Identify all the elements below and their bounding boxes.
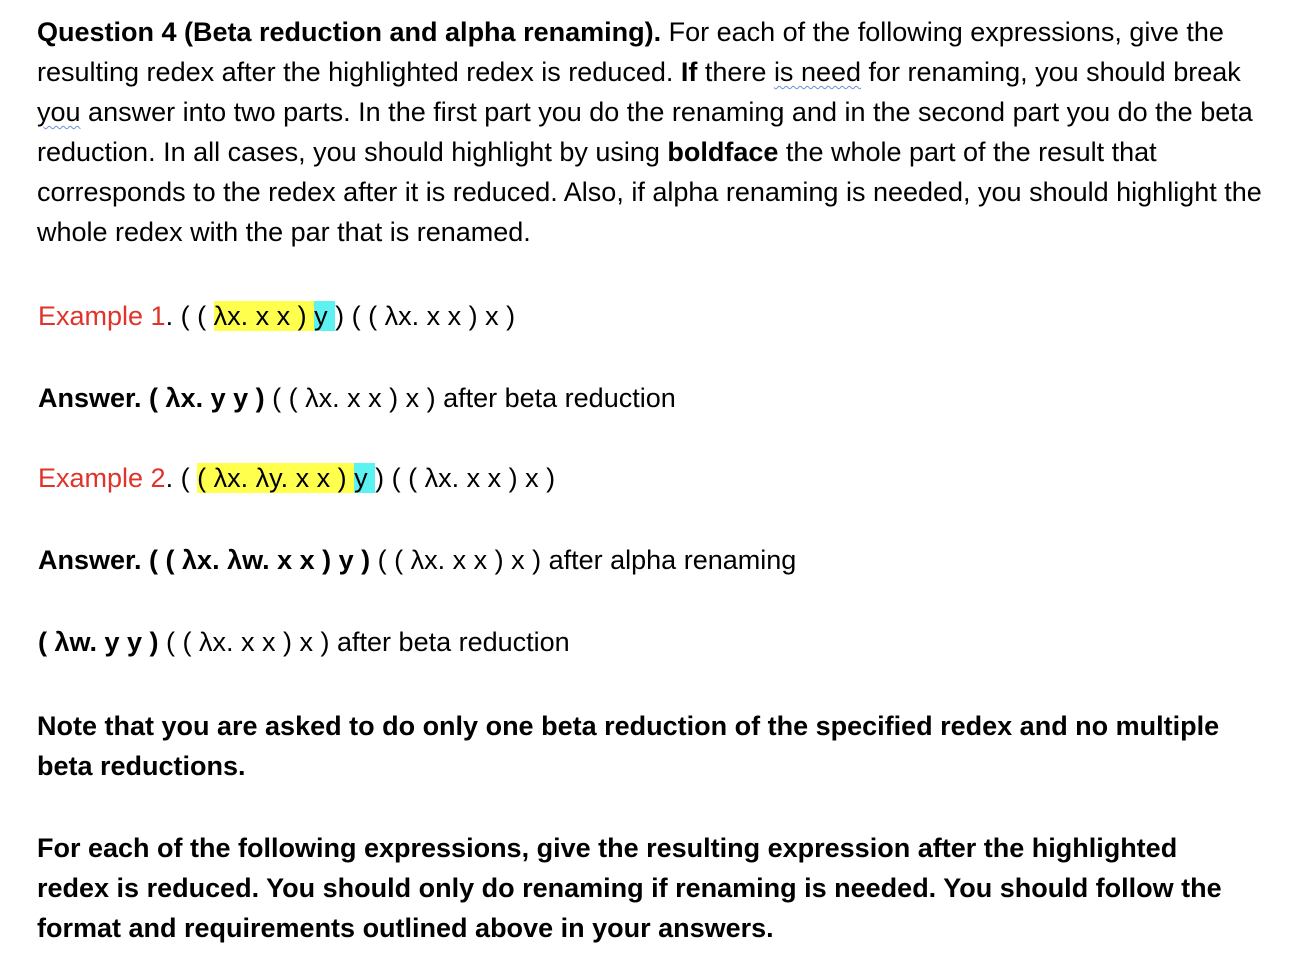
highlighted-function: ( λx. λy. x x ) bbox=[197, 463, 355, 493]
spellcheck-marked-text: you bbox=[37, 97, 81, 127]
example-1: Example 1. ( ( λx. x x ) y ) ( ( λx. x x ) x ) bbox=[38, 301, 516, 331]
highlighted-argument: y bbox=[314, 301, 336, 331]
answer-2-renaming: Answer. ( ( λx. λw. x x ) y ) ( ( λx. x x ) x ) after alpha renaming bbox=[38, 545, 797, 575]
note-paragraph: Note that you are asked to do only one beta reduction of the specified redex and no multiple beta reductions. bbox=[37, 711, 1220, 781]
answer-2-reduction: ( λw. y y ) ( ( λx. x x ) x ) after beta reduction bbox=[38, 627, 570, 657]
instructions-paragraph: For each of the following expressions, give the resulting expression after the highlighted redex is reduced. You should only do renaming if renaming is needed. You should follow the format and requirements outlined above in your answers. bbox=[37, 833, 1222, 943]
highlighted-function: λx. x x ) bbox=[213, 301, 315, 331]
spellcheck-marked-text: is need bbox=[773, 57, 862, 87]
question-heading: Question 4 (Beta reduction and alpha renaming). bbox=[37, 17, 662, 47]
answer-1-label: Answer. bbox=[38, 383, 142, 413]
highlighted-argument: y bbox=[354, 463, 376, 493]
example-2-label: Example 2 bbox=[38, 463, 166, 493]
example-1-label: Example 1 bbox=[38, 301, 166, 331]
answer-2-label: Answer. bbox=[38, 545, 142, 575]
question-intro: Question 4 (Beta reduction and alpha renaming). For each of the following expressions, give the resulting redex after the highlighted redex is reduced. If there is need for renaming, you should break you answer into two parts. In the first part you do the renaming and in the second part you do the beta reduction. In all cases, you should highlight by using boldface the whole part of the result that corresponds to the redex after it is reduced. Also, if alpha renaming is needed, you should highlight the whole redex with the par that is renamed. bbox=[37, 17, 1262, 247]
example-2: Example 2. ( ( λx. λy. x x ) y ) ( ( λx. x x ) x ) bbox=[38, 463, 556, 493]
answer-1: Answer. ( λx. y y ) ( ( λx. x x ) x ) after beta reduction bbox=[38, 383, 676, 413]
